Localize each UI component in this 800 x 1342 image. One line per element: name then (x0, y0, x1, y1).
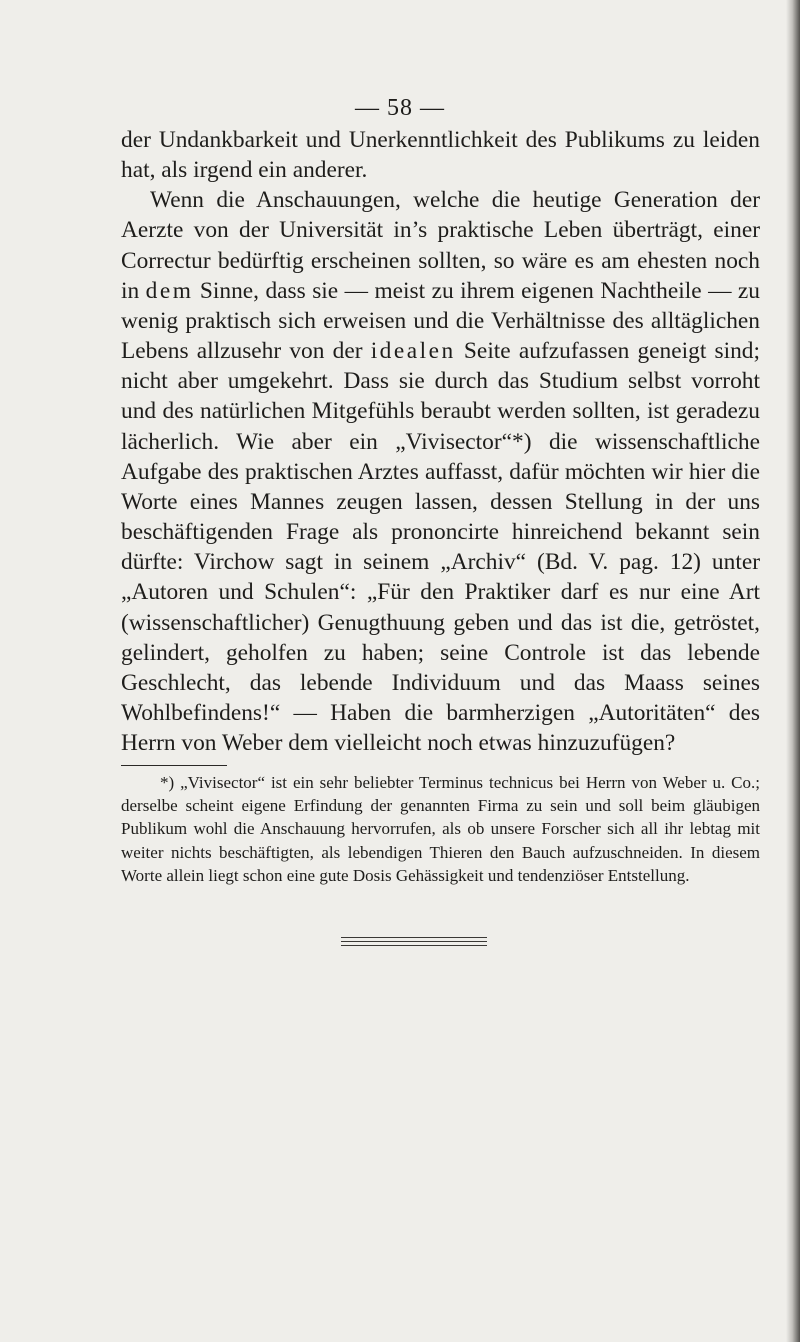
main-text (121, 125, 760, 758)
end-rule-3 (341, 945, 487, 946)
end-rule-1 (341, 937, 487, 938)
paragraph-vivisector (121, 185, 760, 758)
paragraph-text-part-3: Seite aufzufassen geneigt sind; nicht aber umgekehrt. Dass sie durch das Studium selbst vorroht und des natürlichen Mitgefühls beraubt werden sollten, ist geradezu lächerlich. Wie aber ein „Vivisector“*) die wissenschaftliche Aufgabe des praktischen Arztes auffasst, dafür möchten wir hier die Worte eines Mannes zeugen lassen, dessen Stellung in der uns beschäftigenden Frage als prononcirte hinreichend bekannt sein dürfte: Virchow sagt in seinem „Archiv“ (Bd. V. pag. 12) unter „Autoren und Schulen“: „Für den Praktiker darf es nur eine Art (wissenschaftlicher) Genugthuung geben und das ist die, getröstet, gelindert, geholfen zu haben; seine Controle ist das lebende Geschlecht, das lebende Individuum und das Maass seines Wohlbefindens!“ — Haben die barmherzigen „Autoritäten“ des Herrn von Weber dem vielleicht noch etwas hinzuzufügen? (121, 338, 760, 757)
binding-edge-shadow (786, 0, 800, 1342)
emphasis-dem: dem (145, 277, 194, 304)
page-number: — 58 — (355, 95, 445, 121)
emphasis-idealen: idealen (370, 338, 456, 365)
paragraph-text-part-2: Sinne, dass sie — meist zu ihrem eigenen Nachtheile — zu wenig praktisch sich erweisen und die Verhältnisse des alltäglichen Lebens allzusehr von der (121, 277, 760, 365)
end-rule-2 (341, 941, 487, 942)
paragraph-text-part-1: Wenn die Anschauungen, welche die heutige Generation der Aerzte von der Universität in’s praktische Leben überträgt, einer Correctur bedürftig erscheinen sollten, so wäre es am ehesten noch in (121, 187, 760, 304)
paragraph-continuation: der Undankbarkeit und Unerkenntlichkeit des Publikums zu leiden hat, als irgend ein anderer. (121, 127, 760, 184)
footnote: *) „Vivisector“ ist ein sehr beliebter Terminus technicus bei Herrn von Weber u. Co.; derselbe scheint eigene Erfindung der genannten Firma zu sein und soll beim gläubigen Publikum wohl die Anschauung hervorrufen, als ob unsere Forscher sich all ihr lebtag mit weiter nichts beschäftigten, als lebendigen Thieren den Bauch aufzuschneiden. In diesem Worte allein liegt schon eine gute Dosis Gehässigkeit und tendenziöser Entstellung. (121, 773, 760, 885)
footnote-rule (121, 765, 227, 766)
